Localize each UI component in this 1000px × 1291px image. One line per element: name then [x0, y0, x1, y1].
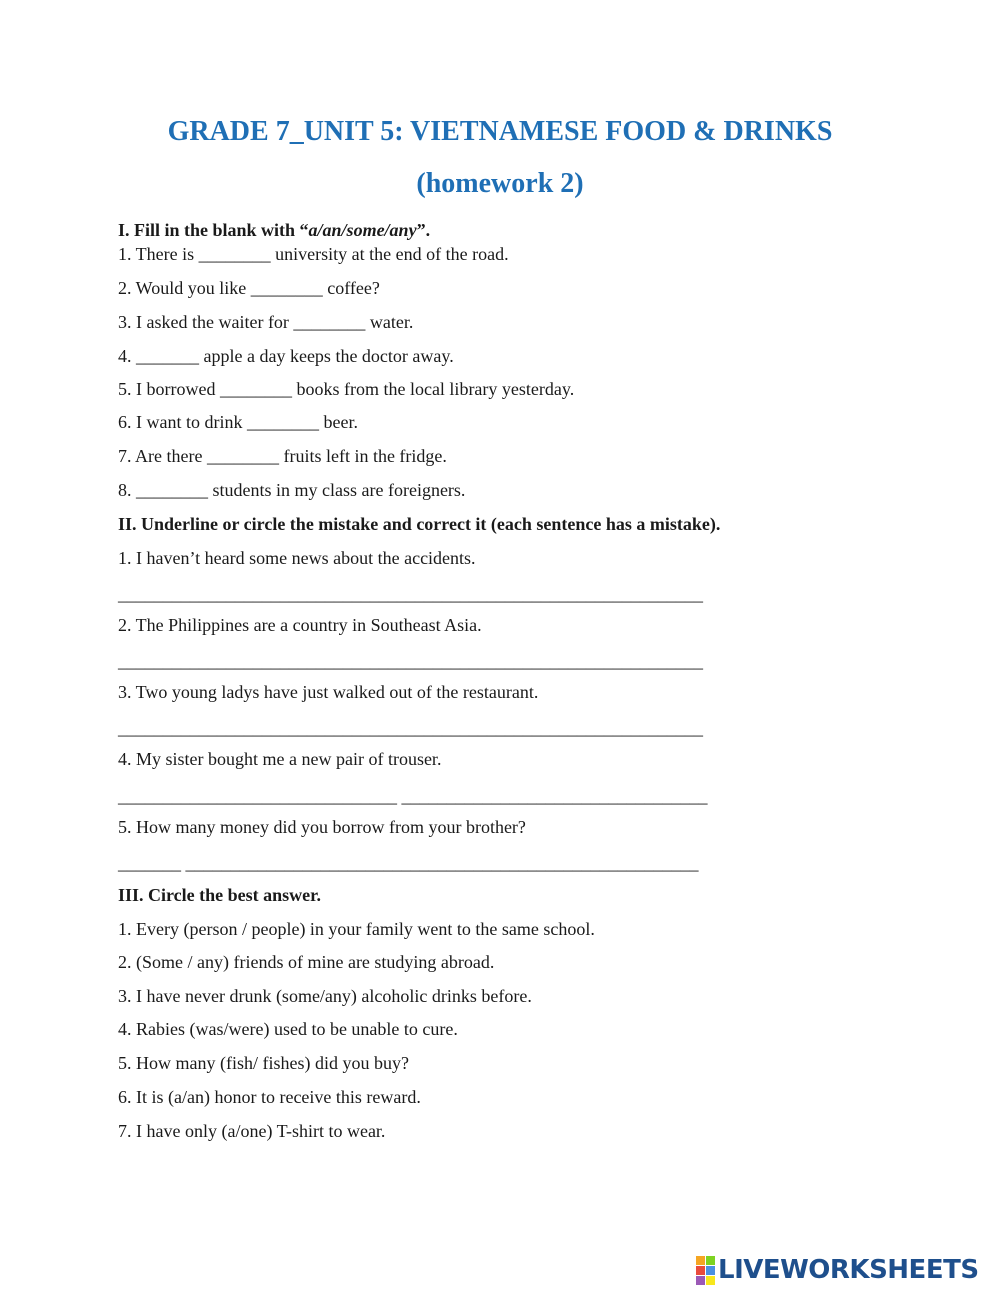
section2-sentence: 4. My sister bought me a new pair of trouser.: [118, 749, 442, 769]
section1-item: 7. Are there ________ fruits left in the fridge.: [118, 446, 447, 466]
logo-blocks-icon: [696, 1256, 715, 1285]
section3-item: 4. Rabies (was/were) used to be unable to cure.: [118, 1019, 458, 1039]
answer-line[interactable]: _______ _________________________________________________________: [118, 853, 699, 873]
section1-item: 1. There is ________ university at the end of the road.: [118, 244, 509, 264]
liveworksheets-logo: [696, 1255, 979, 1285]
section1-item: 2. Would you like ________ coffee?: [118, 278, 380, 298]
section1-item: 3. I asked the waiter for ________ water.: [118, 312, 414, 332]
section2-sentence: 5. How many money did you borrow from your brother?: [118, 817, 526, 837]
section3-heading: III. Circle the best answer.: [118, 885, 321, 905]
logo-block: [706, 1266, 715, 1275]
section3-item: 3. I have never drunk (some/any) alcoholic drinks before.: [118, 986, 532, 1006]
section3-item: 6. It is (a/an) honor to receive this reward.: [118, 1087, 421, 1107]
section2-heading: II. Underline or circle the mistake and correct it (each sentence has a mistake).: [118, 514, 721, 534]
section1-item: 8. ________ students in my class are foreigners.: [118, 480, 466, 500]
logo-block: [706, 1276, 715, 1285]
page-title: GRADE 7_UNIT 5: VIETNAMESE FOOD & DRINKS: [167, 116, 833, 147]
answer-line[interactable]: _________________________________________________________________: [118, 651, 703, 671]
section1-item: 5. I borrowed ________ books from the local library yesterday.: [118, 379, 575, 399]
answer-line[interactable]: _______________________________ __________________________________: [118, 786, 708, 806]
section3-item: 5. How many (fish/ fishes) did you buy?: [118, 1053, 409, 1073]
page-subtitle: (homework 2): [416, 168, 584, 199]
section3-item: 1. Every (person / people) in your family went to the same school.: [118, 919, 595, 939]
brand-name: LIVEWORKSHEETS: [718, 1255, 979, 1285]
section2-sentence: 2. The Philippines are a country in Southeast Asia.: [118, 615, 482, 635]
section3-item: 7. I have only (a/one) T-shirt to wear.: [118, 1121, 386, 1141]
section2-sentence: 1. I haven’t heard some news about the accidents.: [118, 548, 476, 568]
logo-block: [696, 1266, 705, 1275]
section1-item: 4. _______ apple a day keeps the doctor away.: [118, 346, 454, 366]
answer-line[interactable]: _________________________________________________________________: [118, 718, 703, 738]
section1-heading: I. Fill in the blank with “a/an/some/any”.: [118, 220, 431, 240]
logo-block: [696, 1276, 705, 1285]
section2-sentence: 3. Two young ladys have just walked out of the restaurant.: [118, 682, 539, 702]
logo-block: [706, 1256, 715, 1265]
answer-line[interactable]: _________________________________________________________________: [118, 584, 703, 604]
section1-item: 6. I want to drink ________ beer.: [118, 412, 358, 432]
section3-item: 2. (Some / any) friends of mine are studying abroad.: [118, 952, 495, 972]
logo-block: [696, 1256, 705, 1265]
